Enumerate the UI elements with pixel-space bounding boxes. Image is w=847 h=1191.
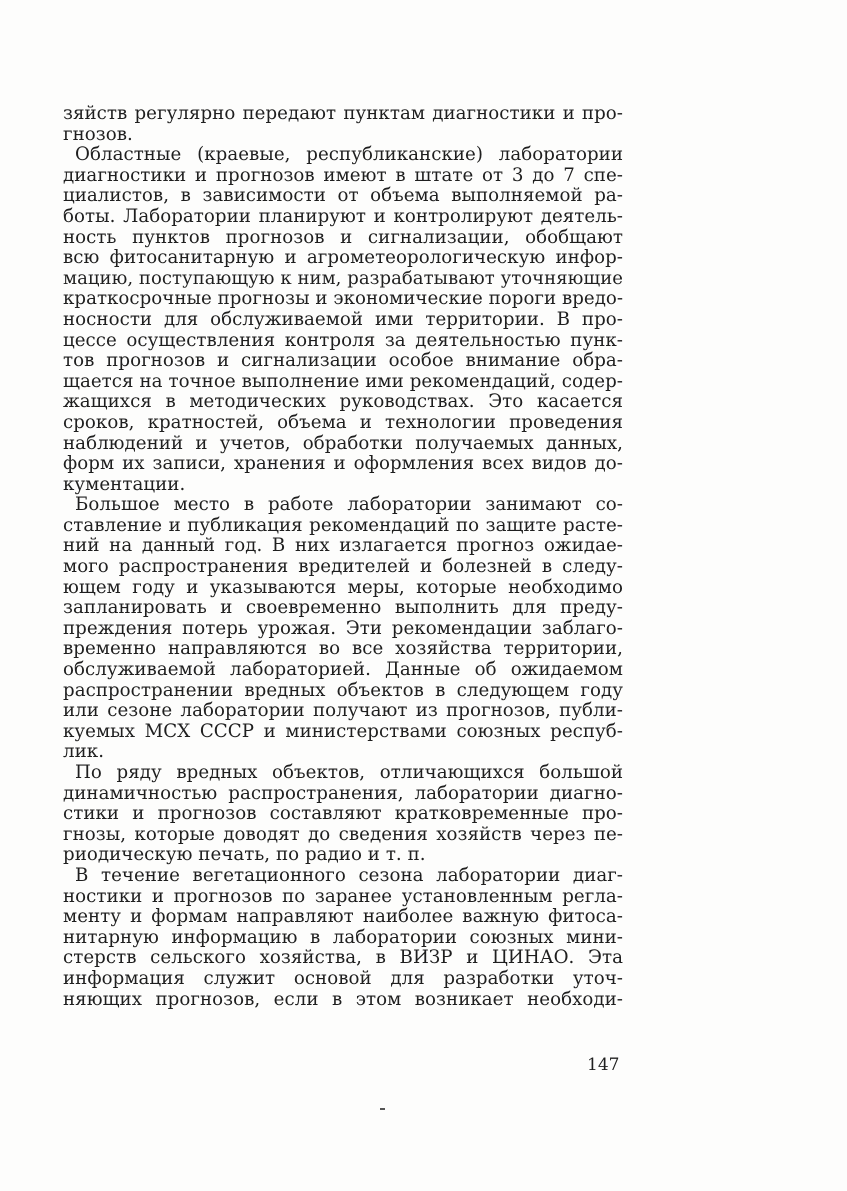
text-line: диагностики и прогнозов имеют в штате от 3 до 7 спе- xyxy=(63,164,623,186)
text-line: сроков, кратностей, объема и технологии проведения xyxy=(63,411,623,433)
text-line: мацию, поступающую к ним, разрабатывают уточняющие xyxy=(63,267,623,289)
text-line: куемых МСХ СССР и министерствами союзных респуб- xyxy=(63,720,623,742)
text-line: По ряду вредных объектов, отличающихся большой xyxy=(75,762,623,783)
text-line: кументации. xyxy=(63,473,186,495)
text-line: преждения потерь урожая. Эти рекомендации заблаго- xyxy=(63,617,623,639)
text-line: цессе осуществления контроля за деятельностью пунк- xyxy=(63,329,623,351)
text-line: ставление и публикация рекомендаций по защите расте- xyxy=(63,514,623,536)
text-line: обслуживаемой лабораторией. Данные об ожидаемом xyxy=(63,659,623,681)
text-line: ний на данный год. В них излагается прогноз ожидае- xyxy=(63,535,623,557)
text-line: циалистов, в зависимости от объема выполняемой ра- xyxy=(63,185,623,207)
text-line: Областные (краевые, республиканские) лаборатории xyxy=(75,144,623,166)
text-line: ность пунктов прогнозов и сигнализации, обобщают xyxy=(63,226,623,248)
text-line: динамичностью распространения, лаборатории диагно- xyxy=(63,782,623,804)
text-line: краткосрочные прогнозы и экономические пороги вредо- xyxy=(63,288,624,310)
text-line: няющих прогнозов, если в этом возникает необходи- xyxy=(63,988,623,1010)
page-number: 147 xyxy=(587,1055,620,1075)
text-line: тов прогнозов и сигнализации особое внимание обра- xyxy=(63,350,623,372)
text-line: жащихся в методических руководствах. Это касается xyxy=(63,391,623,413)
text-line: форм их записи, хранения и оформления всех видов до- xyxy=(63,453,623,475)
text-line: носности для обслуживаемой ими территории. В про- xyxy=(63,308,623,330)
text-line: ностики и прогнозов по заранее установленным регла- xyxy=(63,885,623,907)
text-line: распространении вредных объектов в следующем году xyxy=(63,679,623,701)
text-line: зяйств регулярно передают пунктам диагностики и про- xyxy=(63,103,623,124)
text-line: всю фитосанитарную и агрометеорологическую инфор- xyxy=(63,247,623,269)
text-line: мого распространения вредителей и болезней в следу- xyxy=(63,556,623,578)
body-text xyxy=(63,104,623,1010)
text-line: информация служит основой для разработки уточ- xyxy=(63,967,623,989)
text-line: щается на точное выполнение ими рекомендаций, содер- xyxy=(63,370,623,392)
text-line: стерств сельского хозяйства, в ВИЗР и ЦИНАО. Эта xyxy=(63,947,623,969)
text-line: временно направляются во все хозяйства территории, xyxy=(63,638,623,660)
print-speck xyxy=(380,1108,385,1110)
text-line: запланировать и своевременно выполнить для преду- xyxy=(63,597,623,619)
text-line: риодическую печать, по радио и т. п. xyxy=(63,844,426,866)
text-line: менту и формам направляют наиболее важную фитоса- xyxy=(63,906,623,928)
text-line: гнозов. xyxy=(63,123,133,145)
text-line: ющем году и указываются меры, которые необходимо xyxy=(63,576,623,598)
text-line: стики и прогнозов составляют кратковременные про- xyxy=(63,803,623,825)
text-line: Большое место в работе лаборатории занимают со- xyxy=(75,494,623,516)
text-line: боты. Лаборатории планируют и контролируют деятель- xyxy=(63,205,623,227)
text-line: В течение вегетационного сезона лаборатории диаг- xyxy=(75,864,623,886)
text-line: лик. xyxy=(63,741,105,763)
text-line: наблюдений и учетов, обработки получаемых данных, xyxy=(63,432,623,454)
text-line: или сезоне лаборатории получают из прогнозов, публи- xyxy=(63,700,623,722)
text-line: гнозы, которые доводят до сведения хозяйств через пе- xyxy=(63,823,623,845)
text-line: нитарную информацию в лаборатории союзных мини- xyxy=(63,926,623,948)
